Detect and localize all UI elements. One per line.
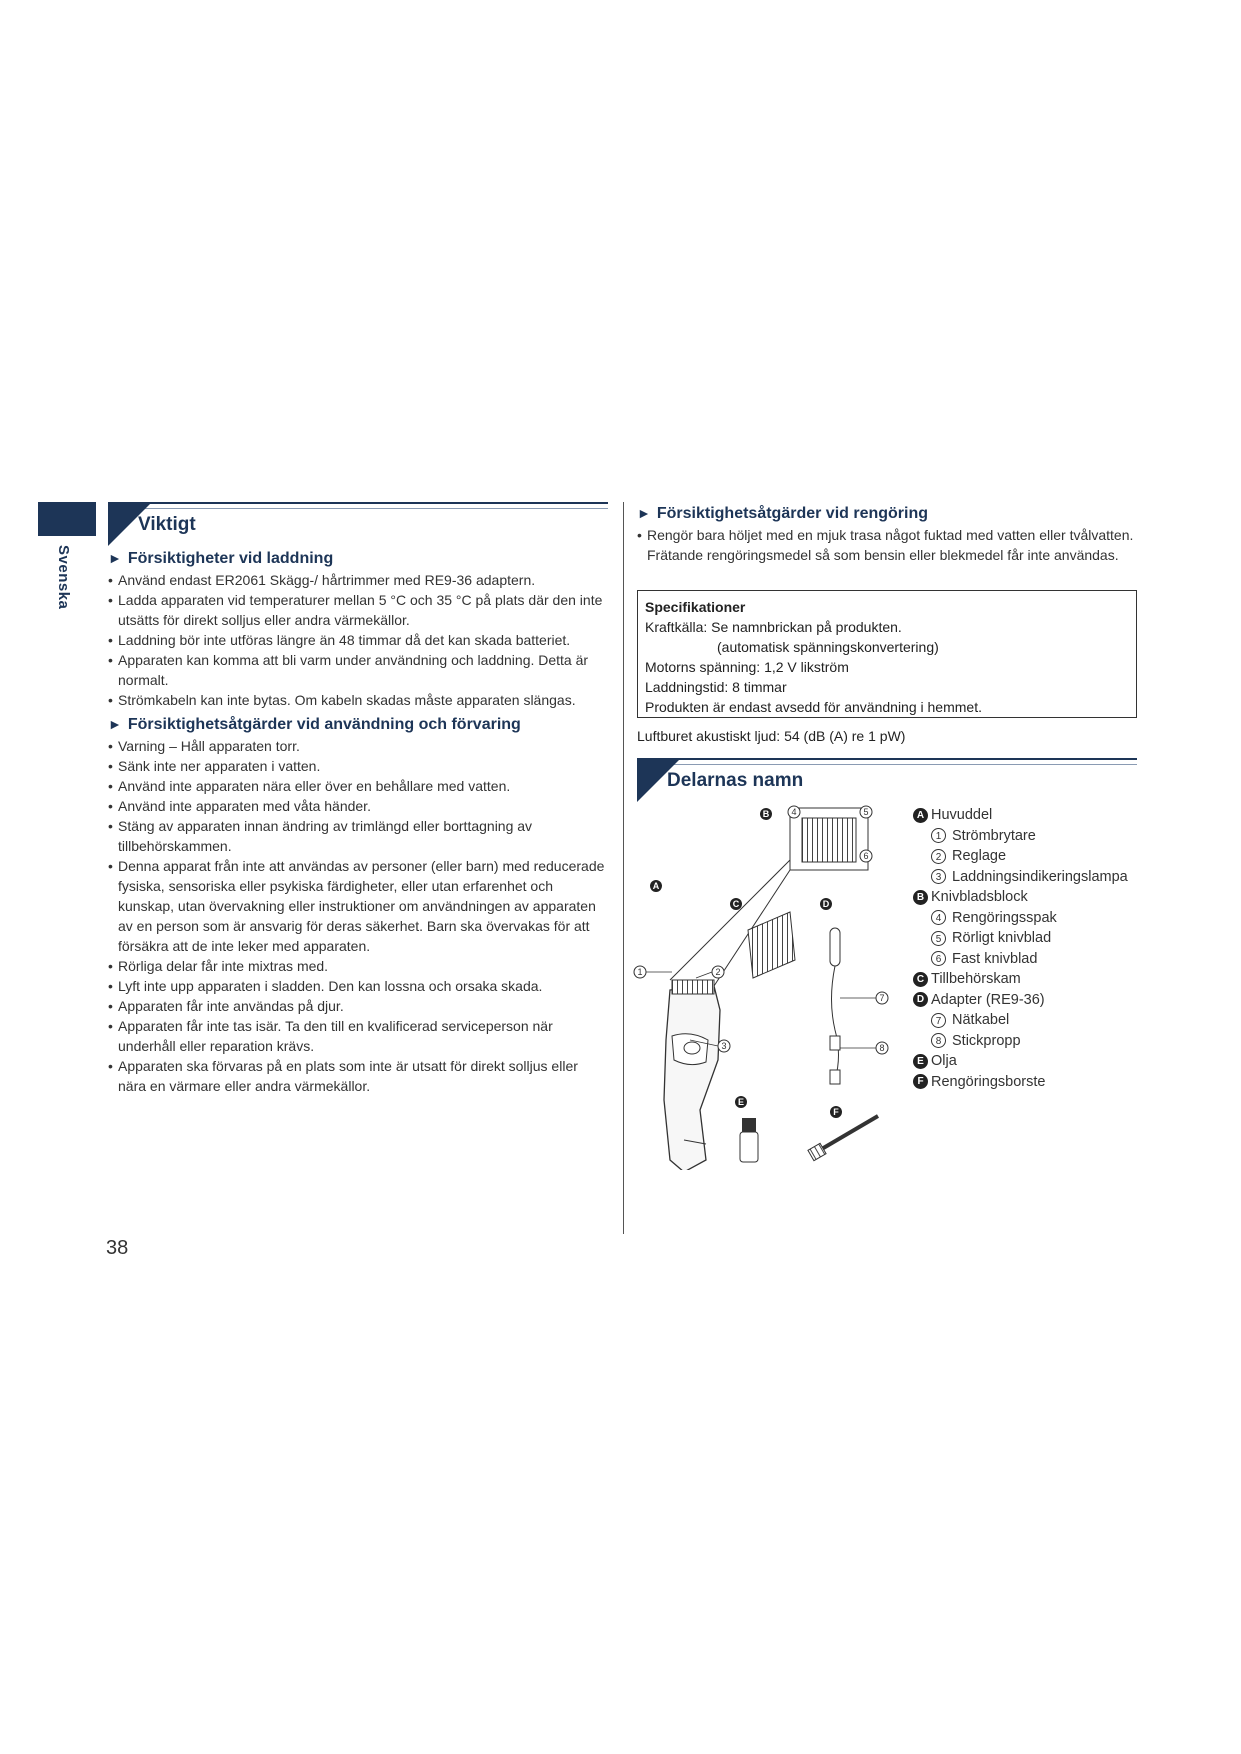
- parts-row: A Huvuddel: [913, 805, 1128, 826]
- parts-title: Delarnas namn: [667, 770, 804, 791]
- important-title: Viktigt: [138, 514, 196, 535]
- parts-list: [913, 805, 1128, 1092]
- usage-list: [108, 736, 608, 1096]
- letter-badge: D: [913, 992, 928, 1007]
- marker-1: 1: [637, 967, 643, 977]
- parts-row: 2 Reglage: [913, 846, 1128, 867]
- important-header: [108, 502, 608, 535]
- cleaning-heading: ► Försiktighetsåtgärder vid rengöring: [637, 505, 929, 522]
- language-tab-marker: [38, 502, 96, 536]
- charging-heading: ► Försiktigheter vid laddning: [108, 550, 334, 567]
- parts-row: B Knivbladsblock: [913, 887, 1128, 908]
- list-item: • Sänk inte ner apparaten i vatten.: [108, 756, 608, 776]
- list-item: • Apparaten kan komma att bli varm under användning och laddning. Detta är normalt.: [108, 650, 608, 690]
- letter-badge: B: [913, 890, 928, 905]
- marker-7: 7: [879, 993, 885, 1003]
- letter-badge: C: [913, 972, 928, 987]
- arrow-icon: ►: [108, 550, 122, 566]
- parts-row: C Tillbehörskam: [913, 969, 1128, 990]
- marker-3: 3: [721, 1041, 727, 1051]
- specs-home-use: Produkten är endast avsedd för användning i hemmet.: [645, 699, 982, 715]
- marker-b: B: [762, 809, 770, 819]
- marker-d: D: [822, 899, 830, 909]
- number-badge: 1: [931, 828, 946, 843]
- parts-row: 8 Stickpropp: [913, 1031, 1128, 1052]
- specifications-box: [637, 590, 1137, 718]
- number-badge: 7: [931, 1013, 946, 1028]
- parts-row: 3 Laddningsindikeringslampa: [913, 867, 1128, 888]
- list-item: • Varning – Håll apparaten torr.: [108, 736, 608, 756]
- specs-power: Kraftkälla: Se namnbrickan på produkten.: [645, 619, 902, 635]
- list-item: • Apparaten får inte användas på djur.: [108, 996, 608, 1016]
- marker-a: A: [652, 881, 660, 891]
- specs-title: Specifikationer: [645, 599, 746, 615]
- comb-drawing: [748, 912, 795, 978]
- oil-bottle-drawing: [740, 1118, 758, 1162]
- list-item: • Ladda apparaten vid temperaturer mellan 5 °C och 35 °C på plats där den inte utsätts för direkt solljus eller andra värmekällor.: [108, 590, 608, 630]
- list-item: • Använd inte apparaten nära eller över en behållare med vatten.: [108, 776, 608, 796]
- parts-row: 7 Nätkabel: [913, 1010, 1128, 1031]
- number-badge: 4: [931, 910, 946, 925]
- number-badge: 3: [931, 869, 946, 884]
- letter-badge: A: [913, 808, 928, 823]
- list-item: • Apparaten får inte tas isär. Ta den till en kvalificerad serviceperson när underhåll eller reparation krävs.: [108, 1016, 608, 1056]
- column-divider: [623, 502, 624, 1234]
- list-item: • Strömkabeln kan inte bytas. Om kabeln skadas måste apparaten slängas.: [108, 690, 608, 710]
- marker-5: 5: [863, 807, 869, 817]
- parts-row: 1 Strömbrytare: [913, 826, 1128, 847]
- specs-charge-time: Laddningstid: 8 timmar: [645, 679, 787, 695]
- list-item: • Laddning bör inte utföras längre än 48 timmar då det kan skada batteriet.: [108, 630, 608, 650]
- adapter-drawing: [830, 928, 840, 1084]
- letter-badge: E: [913, 1054, 928, 1069]
- specs-motor: Motorns spänning: 1,2 V likström: [645, 659, 849, 675]
- parts-figure: [630, 800, 910, 1170]
- list-item: • Rengör bara höljet med en mjuk trasa något fuktad med vatten eller tvålvatten. Frätande rengöringsmedel så som bensin eller blekmedel får inte användas.: [637, 525, 1137, 565]
- marker-2: 2: [715, 967, 721, 977]
- marker-e: E: [737, 1097, 745, 1107]
- letter-badge: F: [913, 1074, 928, 1089]
- marker-6: 6: [863, 851, 869, 861]
- parts-row: 5 Rörligt knivblad: [913, 928, 1128, 949]
- number-badge: 5: [931, 931, 946, 946]
- list-item: • Lyft inte upp apparaten i sladden. Den kan lossna och orsaka skada.: [108, 976, 608, 996]
- parts-row: D Adapter (RE9-36): [913, 990, 1128, 1011]
- marker-c: C: [732, 899, 740, 909]
- parts-header: [637, 758, 1137, 791]
- parts-row: E Olja: [913, 1051, 1128, 1072]
- parts-row: 4 Rengöringsspak: [913, 908, 1128, 929]
- marker-8: 8: [879, 1043, 885, 1053]
- list-item: • Apparaten ska förvaras på en plats som inte är utsatt för direkt solljus eller nära en värmare eller andra värmekällor.: [108, 1056, 608, 1096]
- parts-row: F Rengöringsborste: [913, 1072, 1128, 1093]
- number-badge: 2: [931, 849, 946, 864]
- language-label: Svenska: [55, 545, 72, 610]
- number-badge: 6: [931, 951, 946, 966]
- page-number: 38: [106, 1237, 129, 1259]
- marker-f: F: [833, 1107, 839, 1117]
- arrow-icon: ►: [637, 505, 651, 521]
- marker-4: 4: [791, 807, 797, 817]
- brush-drawing: [808, 1116, 878, 1161]
- arrow-icon: ►: [108, 716, 122, 732]
- specs-power-note: (automatisk spänningskonvertering): [717, 639, 939, 655]
- number-badge: 8: [931, 1033, 946, 1048]
- usage-heading: ► Försiktighetsåtgärder vid användning och förvaring: [108, 716, 521, 733]
- specs-noise: Luftburet akustiskt ljud: 54 (dB (A) re 1 pW): [637, 728, 906, 744]
- list-item: • Stäng av apparaten innan ändring av trimlängd eller borttagning av tillbehörskammen.: [108, 816, 608, 856]
- cleaning-list: [637, 525, 1137, 565]
- list-item: • Denna apparat från inte att användas av personer (eller barn) med reducerade fysiska, sensoriska eller psykiska färdigheter, eller utan erfarenhet och kunskap, utan övervakning eller instruktioner om användningen av apparaten av en person som är ansvarig för deras säkerhet. Barn ska övervakas för att försäkra att de inte leker med apparaten.: [108, 856, 608, 956]
- parts-row: 6 Fast knivblad: [913, 949, 1128, 970]
- cleaning-section: [637, 502, 1137, 565]
- list-item: • Använd endast ER2061 Skägg-/ hårtrimmer med RE9-36 adaptern.: [108, 570, 608, 590]
- list-item: • Rörliga delar får inte mixtras med.: [108, 956, 608, 976]
- main-body-drawing: [664, 980, 720, 1170]
- left-column: [108, 547, 608, 1096]
- list-item: • Använd inte apparaten med våta händer.: [108, 796, 608, 816]
- charging-list: [108, 570, 608, 710]
